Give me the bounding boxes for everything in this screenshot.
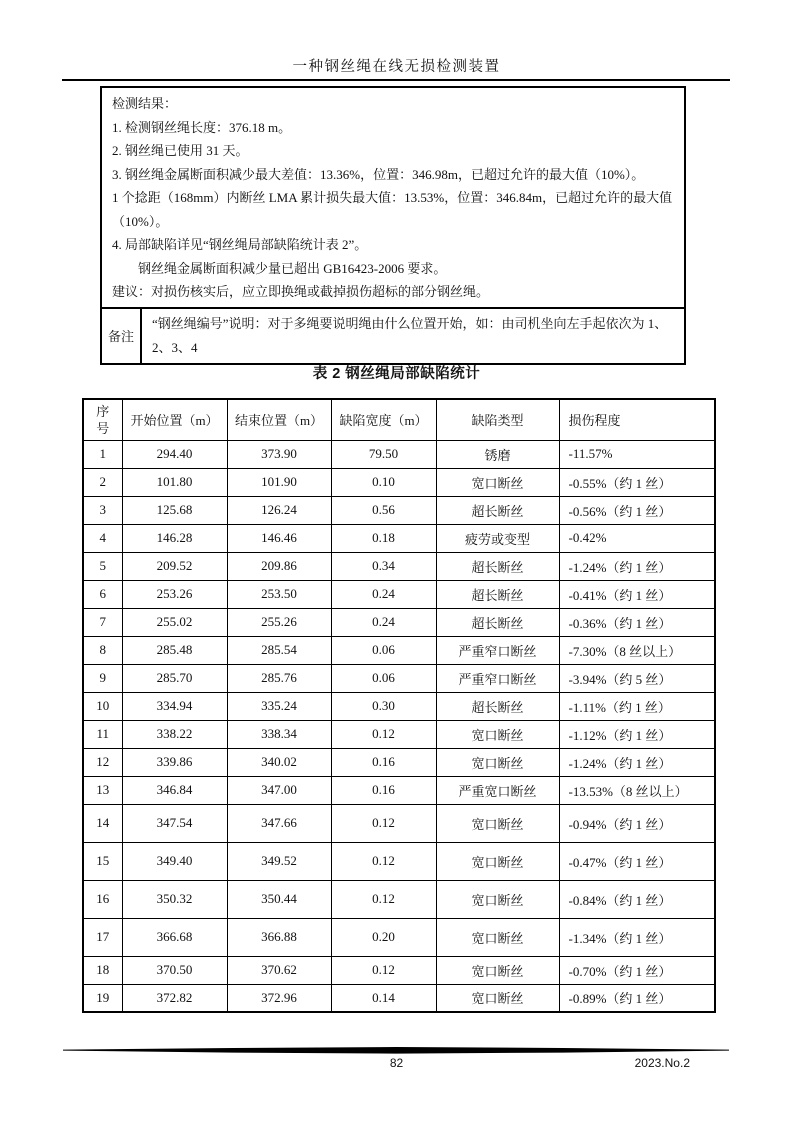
cell-damage: -0.55%（约 1 丝） — [559, 468, 715, 496]
header-rule — [62, 79, 730, 81]
table-row — [83, 636, 715, 664]
cell-seq: 16 — [83, 880, 122, 918]
cell-width: 0.24 — [331, 580, 436, 608]
cell-seq: 2 — [83, 468, 122, 496]
cell-end: 209.86 — [227, 552, 331, 580]
cell-end: 366.88 — [227, 918, 331, 956]
cell-end: 340.02 — [227, 748, 331, 776]
cell-damage: -0.84%（约 1 丝） — [559, 880, 715, 918]
header-end: 结束位置（m） — [227, 399, 331, 440]
cell-end: 146.46 — [227, 524, 331, 552]
cell-start: 370.50 — [122, 956, 227, 984]
result-line-4: 4. 局部缺陷详见“钢丝绳局部缺陷统计表 2”。 — [112, 237, 368, 252]
cell-type: 宽口断丝 — [436, 880, 559, 918]
detection-result-box — [100, 86, 686, 365]
result-line-2: 2. 钢丝绳已使用 31 天。 — [112, 143, 249, 158]
header-row — [83, 399, 715, 440]
cell-width: 0.16 — [331, 776, 436, 804]
cell-width: 0.12 — [331, 880, 436, 918]
cell-width: 0.06 — [331, 664, 436, 692]
cell-start: 366.68 — [122, 918, 227, 956]
cell-width: 0.10 — [331, 468, 436, 496]
table-row — [83, 608, 715, 636]
cell-damage: -1.12%（约 1 丝） — [559, 720, 715, 748]
cell-start: 346.84 — [122, 776, 227, 804]
cell-type: 宽口断丝 — [436, 804, 559, 842]
table-row — [83, 984, 715, 1012]
cell-seq: 14 — [83, 804, 122, 842]
cell-start: 255.02 — [122, 608, 227, 636]
remark-label: 备注 — [102, 309, 142, 363]
cell-seq: 17 — [83, 918, 122, 956]
defect-table-body — [83, 440, 715, 1012]
cell-end: 370.62 — [227, 956, 331, 984]
table-row — [83, 918, 715, 956]
cell-width: 0.34 — [331, 552, 436, 580]
cell-type: 宽口断丝 — [436, 468, 559, 496]
cell-end: 285.76 — [227, 664, 331, 692]
cell-width: 0.06 — [331, 636, 436, 664]
cell-end: 335.24 — [227, 692, 331, 720]
cell-damage: -0.42% — [559, 524, 715, 552]
header-start: 开始位置（m） — [122, 399, 227, 440]
cell-seq: 18 — [83, 956, 122, 984]
cell-damage: -13.53%（8 丝以上） — [559, 776, 715, 804]
table-row — [83, 524, 715, 552]
cell-width: 0.18 — [331, 524, 436, 552]
cell-start: 349.40 — [122, 842, 227, 880]
cell-type: 超长断丝 — [436, 692, 559, 720]
cell-damage: -1.11%（约 1 丝） — [559, 692, 715, 720]
cell-damage: -0.70%（约 1 丝） — [559, 956, 715, 984]
cell-seq: 3 — [83, 496, 122, 524]
cell-type: 疲劳或变型 — [436, 524, 559, 552]
footer-issue: 2023.No.2 — [634, 1056, 690, 1070]
cell-end: 350.44 — [227, 880, 331, 918]
defect-table — [82, 398, 716, 1013]
cell-seq: 4 — [83, 524, 122, 552]
cell-start: 125.68 — [122, 496, 227, 524]
table-row — [83, 664, 715, 692]
cell-width: 0.16 — [331, 748, 436, 776]
table-row — [83, 440, 715, 468]
cell-start: 253.26 — [122, 580, 227, 608]
header-type: 缺陷类型 — [436, 399, 559, 440]
cell-width: 0.14 — [331, 984, 436, 1012]
cell-width: 0.12 — [331, 720, 436, 748]
result-heading: 检测结果： — [112, 96, 178, 111]
cell-type: 宽口断丝 — [436, 748, 559, 776]
cell-start: 209.52 — [122, 552, 227, 580]
cell-type: 宽口断丝 — [436, 842, 559, 880]
cell-damage: -0.41%（约 1 丝） — [559, 580, 715, 608]
cell-seq: 13 — [83, 776, 122, 804]
table-row — [83, 692, 715, 720]
cell-seq: 15 — [83, 842, 122, 880]
result-line-3: 3. 钢丝绳金属断面积减少最大差值：13.36%，位置：346.98m，已超过允许的最大值（10%）。 — [112, 166, 645, 182]
cell-end: 347.66 — [227, 804, 331, 842]
table-row — [83, 552, 715, 580]
cell-start: 285.70 — [122, 664, 227, 692]
table-row — [83, 748, 715, 776]
cell-type: 宽口断丝 — [436, 720, 559, 748]
result-line-lma: 1 个捻距（168mm）内断丝 LMA 累计损失最大值：13.53%，位置：346.84m，已超过允许的最大值（10%）。 — [112, 190, 673, 229]
footer-page-number: 82 — [389, 1056, 404, 1070]
cell-seq: 1 — [83, 440, 122, 468]
cell-type: 宽口断丝 — [436, 918, 559, 956]
cell-type: 超长断丝 — [436, 580, 559, 608]
result-line-standard: 钢丝绳金属断面积减少量已超出 GB16423-2006 要求。 — [138, 260, 447, 276]
cell-start: 372.82 — [122, 984, 227, 1012]
result-line-1: 1. 检测钢丝绳长度：376.18 m。 — [112, 119, 292, 135]
cell-type: 严重窄口断丝 — [436, 636, 559, 664]
cell-width: 0.12 — [331, 842, 436, 880]
table-row — [83, 720, 715, 748]
cell-start: 146.28 — [122, 524, 227, 552]
cell-damage: -0.56%（约 1 丝） — [559, 496, 715, 524]
cell-end: 126.24 — [227, 496, 331, 524]
table-row — [83, 496, 715, 524]
cell-damage: -1.24%（约 1 丝） — [559, 748, 715, 776]
cell-end: 347.00 — [227, 776, 331, 804]
cell-start: 285.48 — [122, 636, 227, 664]
cell-type: 宽口断丝 — [436, 984, 559, 1012]
cell-damage: -11.57% — [559, 440, 715, 468]
table-row — [83, 956, 715, 984]
cell-seq: 19 — [83, 984, 122, 1012]
cell-damage: -0.89%（约 1 丝） — [559, 984, 715, 1012]
cell-width: 0.30 — [331, 692, 436, 720]
cell-width: 0.12 — [331, 956, 436, 984]
cell-type: 超长断丝 — [436, 552, 559, 580]
cell-start: 339.86 — [122, 748, 227, 776]
cell-type: 严重窄口断丝 — [436, 664, 559, 692]
page-title: 一种钢丝绳在线无损检测装置 — [292, 59, 501, 75]
cell-start: 294.40 — [122, 440, 227, 468]
cell-start: 334.94 — [122, 692, 227, 720]
cell-damage: -1.34%（约 1 丝） — [559, 918, 715, 956]
header-width: 缺陷宽度（m） — [331, 399, 436, 440]
cell-start: 338.22 — [122, 720, 227, 748]
cell-seq: 5 — [83, 552, 122, 580]
cell-seq: 12 — [83, 748, 122, 776]
cell-end: 253.50 — [227, 580, 331, 608]
cell-type: 锈磨 — [436, 440, 559, 468]
table-row — [83, 880, 715, 918]
cell-seq: 8 — [83, 636, 122, 664]
remark-text: “钢丝绳编号”说明：对于多绳要说明绳由什么位置开始，如：由司机坐向左手起依次为 1、2、3、4 — [152, 315, 668, 355]
cell-end: 255.26 — [227, 608, 331, 636]
cell-damage: -3.94%（约 5 丝） — [559, 664, 715, 692]
cell-end: 338.34 — [227, 720, 331, 748]
cell-damage: -0.36%（约 1 丝） — [559, 608, 715, 636]
table-title: 表 2 钢丝绳局部缺陷统计 — [312, 366, 481, 382]
header-no: 序号 — [83, 399, 122, 440]
cell-end: 349.52 — [227, 842, 331, 880]
cell-damage: -1.24%（约 1 丝） — [559, 552, 715, 580]
cell-type: 宽口断丝 — [436, 956, 559, 984]
cell-seq: 9 — [83, 664, 122, 692]
cell-start: 101.80 — [122, 468, 227, 496]
cell-type: 超长断丝 — [436, 496, 559, 524]
cell-start: 347.54 — [122, 804, 227, 842]
detection-result-text — [102, 88, 684, 307]
cell-seq: 11 — [83, 720, 122, 748]
table-row — [83, 804, 715, 842]
defect-table-header — [83, 399, 715, 440]
cell-width: 0.20 — [331, 918, 436, 956]
table-row — [83, 580, 715, 608]
cell-seq: 7 — [83, 608, 122, 636]
cell-damage: -0.47%（约 1 丝） — [559, 842, 715, 880]
cell-width: 0.12 — [331, 804, 436, 842]
table-row — [83, 842, 715, 880]
table-row — [83, 776, 715, 804]
cell-end: 101.90 — [227, 468, 331, 496]
cell-damage: -0.94%（约 1 丝） — [559, 804, 715, 842]
cell-width: 79.50 — [331, 440, 436, 468]
cell-start: 350.32 — [122, 880, 227, 918]
footer-rule — [63, 1047, 729, 1054]
cell-end: 285.54 — [227, 636, 331, 664]
result-suggestion: 建议：对损伤核实后，应立即换绳或截掉损伤超标的部分钢丝绳。 — [112, 284, 490, 299]
cell-width: 0.56 — [331, 496, 436, 524]
cell-type: 超长断丝 — [436, 608, 559, 636]
cell-end: 372.96 — [227, 984, 331, 1012]
cell-end: 373.90 — [227, 440, 331, 468]
cell-seq: 6 — [83, 580, 122, 608]
cell-damage: -7.30%（8 丝以上） — [559, 636, 715, 664]
cell-type: 严重宽口断丝 — [436, 776, 559, 804]
cell-width: 0.24 — [331, 608, 436, 636]
remark-row — [102, 307, 684, 363]
cell-seq: 10 — [83, 692, 122, 720]
table-row — [83, 468, 715, 496]
header-damage: 损伤程度 — [559, 399, 715, 440]
